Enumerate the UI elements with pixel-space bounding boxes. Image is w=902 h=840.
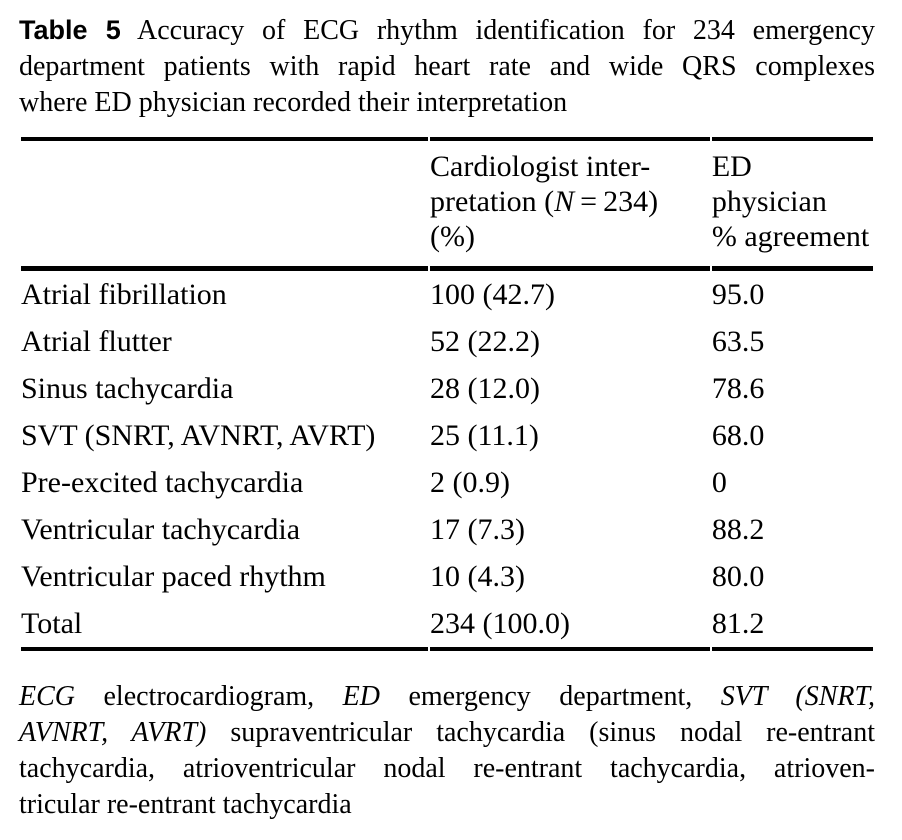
header-rhythm-cell xyxy=(21,137,428,271)
row-label-cell: Atrial flutter xyxy=(21,325,172,358)
caption-line-1: Table 5 Accuracy of ECG rhythm identification for 234 emergency xyxy=(19,15,875,46)
row-label-cell: Ventricular paced rhythm xyxy=(21,560,326,593)
cardiologist-cell: 17 (7.3) xyxy=(430,513,526,546)
header-cardiologist-line2-pre: pretation ( xyxy=(430,185,555,218)
ed-agreement-cell: 88.2 xyxy=(711,513,765,546)
table-row xyxy=(21,600,873,651)
row-label-cell: SVT (SNRT, AVNRT, AVRT) xyxy=(21,419,376,452)
table-row xyxy=(21,412,873,459)
cardiologist-cell: 25 (11.1) xyxy=(430,419,539,452)
header-ed-cell xyxy=(712,137,873,271)
ed-agreement-cell: 68.0 xyxy=(711,419,765,452)
row-label-cell: Atrial fibrillation xyxy=(21,278,227,311)
footnote-line-1: ECG electrocardiogram, ED emergency department, SVT (SNRT, xyxy=(19,681,875,712)
table-row xyxy=(21,271,873,318)
cardiologist-cell: 234 (100.0) xyxy=(430,600,710,651)
footnote-line-3: tachycardia, atrioventricular nodal re-entrant tachycardia, atrioven- xyxy=(19,753,875,784)
row-label-cell: Sinus tachycardia xyxy=(21,372,234,405)
ed-agreement-cell: 81.2 xyxy=(712,600,873,651)
header-cardiologist-line3: (%) xyxy=(430,220,476,253)
cardiologist-cell: 28 (12.0) xyxy=(430,372,541,405)
cardiologist-cell: 52 (22.2) xyxy=(430,325,541,358)
table-header xyxy=(21,137,873,271)
header-ed-line1: ED physician xyxy=(711,150,827,218)
table-row xyxy=(21,553,873,600)
ed-agreement-cell: 78.6 xyxy=(711,372,765,405)
caption-line-3: where ED physician recorded their interpretation xyxy=(19,87,568,118)
table-footnote xyxy=(19,679,875,823)
header-ed-line2: % agreement xyxy=(711,220,870,253)
header-cardiologist-line2-post: = 234) xyxy=(574,185,659,218)
header-row xyxy=(21,137,873,271)
footnote-line-2: AVNRT, AVRT) supraventricular tachycardia (sinus nodal re-entrant xyxy=(19,717,875,748)
ed-agreement-cell: 95.0 xyxy=(711,278,765,311)
row-label-cell: Pre-excited tachycardia xyxy=(21,466,304,499)
ed-agreement-cell: 80.0 xyxy=(711,560,765,593)
caption-line-2: department patients with rapid heart rate and wide QRS complexes xyxy=(19,51,875,82)
row-label-cell: Total xyxy=(21,600,428,651)
cardiologist-cell: 100 (42.7) xyxy=(430,278,556,311)
table-row xyxy=(21,506,873,553)
header-n-symbol: N xyxy=(554,185,575,218)
row-label-cell: Ventricular tachycardia xyxy=(21,513,301,546)
table-row xyxy=(21,459,873,506)
results-table xyxy=(19,137,875,651)
table-caption xyxy=(19,12,875,121)
cardiologist-cell: 2 (0.9) xyxy=(430,466,511,499)
footnote-line-4: tricular re-entrant tachycardia xyxy=(19,789,352,820)
header-cardiologist-line1: Cardiologist inter- xyxy=(430,150,651,183)
table-body xyxy=(21,271,873,651)
cardiologist-cell: 10 (4.3) xyxy=(430,560,526,593)
table-row xyxy=(21,365,873,412)
ed-agreement-cell: 63.5 xyxy=(711,325,765,358)
ed-agreement-cell: 0 xyxy=(711,466,727,499)
header-cardiologist-cell xyxy=(430,137,710,271)
table-row xyxy=(21,318,873,365)
